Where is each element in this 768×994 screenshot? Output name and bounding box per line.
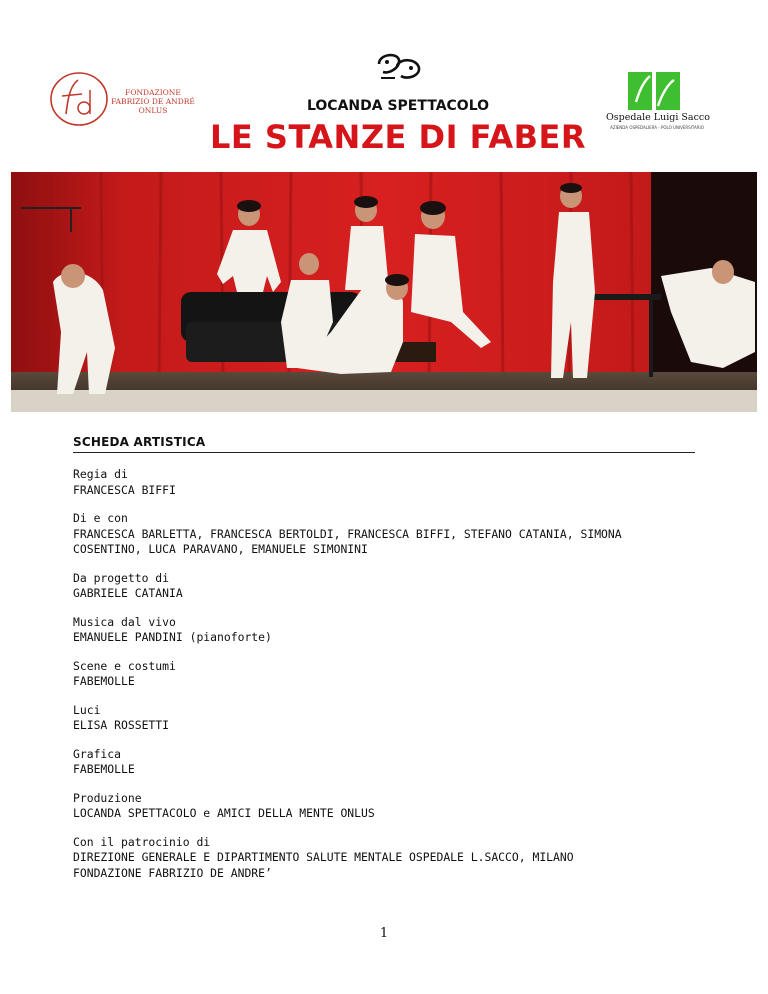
credit-names: FABEMOLLE xyxy=(73,762,135,776)
credit-names: FRANCESCA BIFFI xyxy=(73,482,176,497)
credit-role: Con il patrocinio di xyxy=(73,834,211,849)
credit-role: Di e con xyxy=(73,511,128,525)
ospedale-name: Ospedale Luigi Sacco xyxy=(606,112,710,123)
fondazione-line: ONLUS xyxy=(138,106,168,115)
credit-role: Grafica xyxy=(73,746,122,761)
credit-role: Musica dal vivo xyxy=(73,614,176,629)
fondazione-logo-text xyxy=(110,88,196,115)
stage-photo-illustration xyxy=(11,172,757,412)
fondazione-logo xyxy=(48,64,198,134)
credit-block xyxy=(73,467,695,498)
credit-names: FABEMOLLE xyxy=(73,674,135,688)
credit-block xyxy=(73,791,695,822)
credit-names: ELISA ROSSETTI xyxy=(73,718,170,732)
credit-names: GABRIELE CATANIA xyxy=(73,586,183,600)
document-header xyxy=(0,0,768,170)
credit-block xyxy=(73,835,695,882)
ospedale-sacco-logo xyxy=(606,72,708,132)
credit-block xyxy=(73,703,695,734)
credit-block xyxy=(73,615,695,646)
stage-performance-photo xyxy=(11,172,757,412)
artistic-credits xyxy=(73,435,695,894)
credit-role: Luci xyxy=(73,702,101,717)
locanda-spettacolo-mask-icon xyxy=(375,50,425,82)
fondazione-line: FONDAZIONE xyxy=(125,88,181,97)
ospedale-subtitle: AZIENDA OSPEDALIERA - POLO UNIVERSITARIO xyxy=(610,125,704,130)
credit-names: LOCANDA SPETTACOLO e AMICI DELLA MENTE ONLUS xyxy=(73,806,375,820)
credit-names: FONDAZIONE FABRIZIO DE ANDRE’ xyxy=(73,865,272,880)
credit-role: Da progetto di xyxy=(73,570,170,585)
credit-block xyxy=(73,571,695,602)
company-name: LOCANDA SPETTACOLO xyxy=(306,98,490,114)
fondazione-line: FABRIZIO DE ANDRÉ xyxy=(111,97,195,106)
credit-names: EMANUELE PANDINI (pianoforte) xyxy=(73,630,272,644)
credit-names: FRANCESCA BARLETTA, FRANCESCA BERTOLDI, FRANCESCA BIFFI, STEFANO CATANIA, SIMONA xyxy=(73,526,622,541)
page-number: 1 xyxy=(379,926,389,941)
credit-role: Produzione xyxy=(73,790,142,805)
ospedale-sacco-icon xyxy=(628,72,680,110)
show-title: LE STANZE DI FABER xyxy=(210,118,586,156)
credit-block xyxy=(73,511,695,558)
fondazione-fda-icon xyxy=(48,68,110,130)
section-title: SCHEDA ARTISTICA xyxy=(73,435,695,453)
credit-names: COSENTINO, LUCA PARAVANO, EMANUELE SIMONINI xyxy=(73,542,368,556)
credit-block xyxy=(73,659,695,690)
credit-block xyxy=(73,747,695,778)
credit-role: Scene e costumi xyxy=(73,658,176,673)
credit-role: Regia di xyxy=(73,467,128,481)
credit-names: DIREZIONE GENERALE E DIPARTIMENTO SALUTE MENTALE OSPEDALE L.SACCO, MILANO xyxy=(73,850,574,864)
